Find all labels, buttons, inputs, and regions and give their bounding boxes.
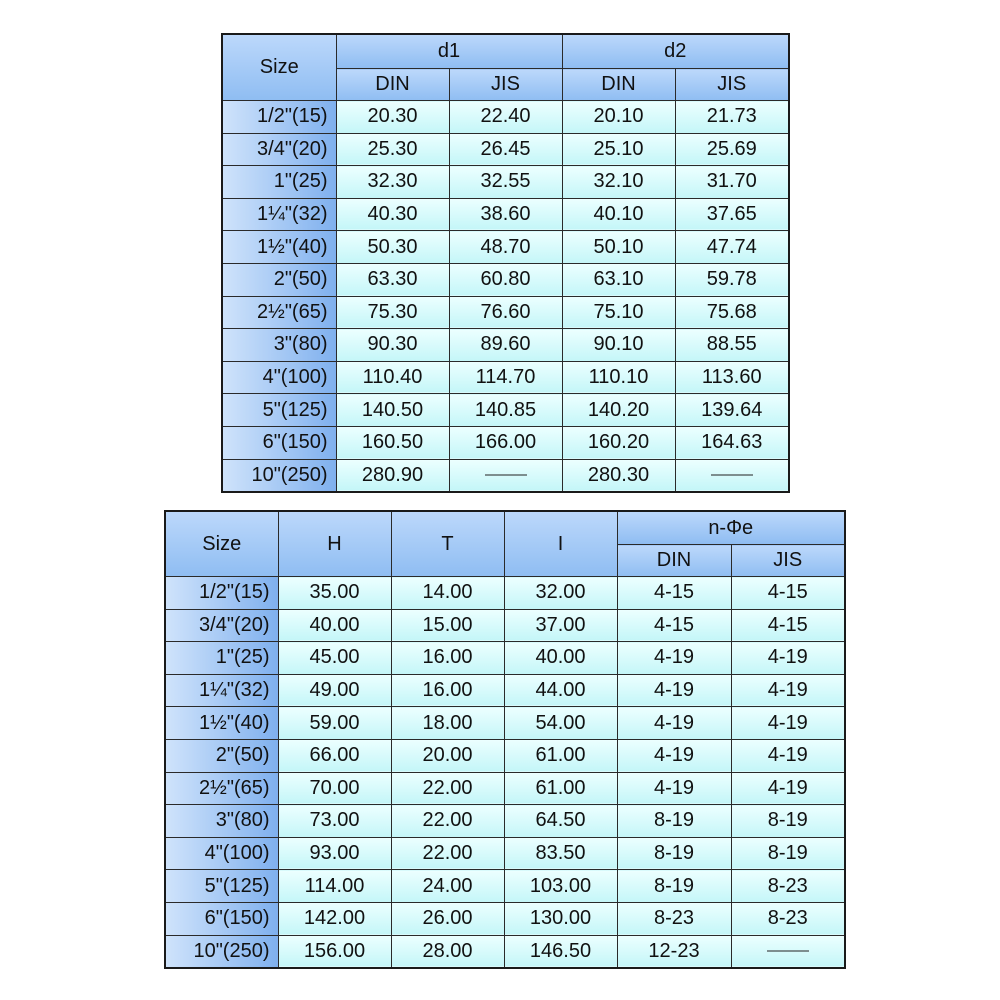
value-cell: 142.00 xyxy=(278,902,391,935)
size-cell: 2½"(65) xyxy=(222,296,336,329)
value-cell: 280.90 xyxy=(336,459,449,492)
value-cell: 40.30 xyxy=(336,198,449,231)
value-cell: 4-19 xyxy=(731,674,845,707)
not-available-dash xyxy=(767,951,809,952)
header-row-1 xyxy=(222,34,789,69)
value-cell: 22.00 xyxy=(391,772,504,805)
table-row xyxy=(222,198,789,231)
value-cell: 4-19 xyxy=(617,772,731,805)
value-cell: 61.00 xyxy=(504,739,617,772)
size-cell: 5"(125) xyxy=(222,394,336,427)
size-cell: 1¼"(32) xyxy=(165,674,278,707)
value-cell: 8-19 xyxy=(617,805,731,838)
value-cell: 4-19 xyxy=(731,707,845,740)
value-cell: 15.00 xyxy=(391,609,504,642)
value-cell: 50.10 xyxy=(562,231,675,264)
size-header: Size xyxy=(165,511,278,577)
table-row xyxy=(222,459,789,492)
value-cell: 40.10 xyxy=(562,198,675,231)
value-cell: 54.00 xyxy=(504,707,617,740)
value-cell: 49.00 xyxy=(278,674,391,707)
value-cell: 50.30 xyxy=(336,231,449,264)
value-cell: 90.30 xyxy=(336,329,449,362)
value-cell xyxy=(449,459,562,492)
value-cell: 75.68 xyxy=(675,296,789,329)
d2-header: d2 xyxy=(562,34,789,69)
value-cell: 37.00 xyxy=(504,609,617,642)
value-cell: 32.55 xyxy=(449,166,562,199)
size-cell: 1/2"(15) xyxy=(165,577,278,610)
value-cell: 38.60 xyxy=(449,198,562,231)
value-cell: 146.50 xyxy=(504,935,617,968)
h-header: H xyxy=(278,511,391,577)
value-cell: 8-19 xyxy=(617,837,731,870)
table-row xyxy=(165,674,845,707)
value-cell: 76.60 xyxy=(449,296,562,329)
table-row xyxy=(222,426,789,459)
value-cell: 31.70 xyxy=(675,166,789,199)
table-row xyxy=(222,133,789,166)
value-cell: 160.50 xyxy=(336,426,449,459)
i-header: I xyxy=(504,511,617,577)
value-cell: 25.30 xyxy=(336,133,449,166)
value-cell: 16.00 xyxy=(391,674,504,707)
value-cell: 110.40 xyxy=(336,361,449,394)
t-header: T xyxy=(391,511,504,577)
value-cell: 63.30 xyxy=(336,263,449,296)
size-cell: 3"(80) xyxy=(222,329,336,362)
d1-din-header: DIN xyxy=(336,69,449,101)
value-cell: 40.00 xyxy=(504,642,617,675)
table-row xyxy=(222,296,789,329)
value-cell: 8-23 xyxy=(731,902,845,935)
size-cell: 3"(80) xyxy=(165,805,278,838)
table-row xyxy=(222,263,789,296)
din-header: DIN xyxy=(617,545,731,577)
value-cell: 37.65 xyxy=(675,198,789,231)
value-cell: 114.70 xyxy=(449,361,562,394)
value-cell: 32.30 xyxy=(336,166,449,199)
value-cell: 22.00 xyxy=(391,837,504,870)
value-cell: 35.00 xyxy=(278,577,391,610)
table-row xyxy=(165,707,845,740)
value-cell: 88.55 xyxy=(675,329,789,362)
flange-diameter-table-body xyxy=(222,34,789,492)
value-cell: 59.78 xyxy=(675,263,789,296)
value-cell: 20.00 xyxy=(391,739,504,772)
table-row xyxy=(222,166,789,199)
value-cell: 89.60 xyxy=(449,329,562,362)
value-cell: 4-19 xyxy=(731,772,845,805)
value-cell: 166.00 xyxy=(449,426,562,459)
value-cell: 4-15 xyxy=(617,577,731,610)
size-cell: 3/4"(20) xyxy=(165,609,278,642)
size-cell: 1½"(40) xyxy=(222,231,336,264)
flange-dimension-table xyxy=(164,510,846,969)
value-cell: 73.00 xyxy=(278,805,391,838)
value-cell: 156.00 xyxy=(278,935,391,968)
table-row xyxy=(165,739,845,772)
value-cell: 12-23 xyxy=(617,935,731,968)
size-cell: 3/4"(20) xyxy=(222,133,336,166)
d2-jis-header: JIS xyxy=(675,69,789,101)
flange-dimension-table-body xyxy=(165,511,845,968)
table-row xyxy=(165,902,845,935)
table-row xyxy=(165,609,845,642)
value-cell: 40.00 xyxy=(278,609,391,642)
value-cell: 47.74 xyxy=(675,231,789,264)
size-cell: 2½"(65) xyxy=(165,772,278,805)
value-cell: 8-23 xyxy=(617,902,731,935)
value-cell: 20.30 xyxy=(336,101,449,134)
value-cell: 32.00 xyxy=(504,577,617,610)
value-cell: 21.73 xyxy=(675,101,789,134)
value-cell: 4-19 xyxy=(617,642,731,675)
value-cell: 25.69 xyxy=(675,133,789,166)
value-cell: 4-19 xyxy=(731,739,845,772)
value-cell: 28.00 xyxy=(391,935,504,968)
not-available-dash xyxy=(711,475,753,476)
value-cell: 8-19 xyxy=(731,805,845,838)
size-cell: 10"(250) xyxy=(222,459,336,492)
value-cell: 18.00 xyxy=(391,707,504,740)
value-cell: 8-19 xyxy=(617,870,731,903)
table-row xyxy=(222,394,789,427)
value-cell: 24.00 xyxy=(391,870,504,903)
table-row xyxy=(222,231,789,264)
not-available-dash xyxy=(485,475,527,476)
value-cell: 4-15 xyxy=(731,577,845,610)
table-row xyxy=(165,577,845,610)
value-cell: 110.10 xyxy=(562,361,675,394)
table-row xyxy=(222,101,789,134)
value-cell: 66.00 xyxy=(278,739,391,772)
value-cell: 8-23 xyxy=(731,870,845,903)
value-cell: 25.10 xyxy=(562,133,675,166)
value-cell: 20.10 xyxy=(562,101,675,134)
size-cell: 2"(50) xyxy=(222,263,336,296)
value-cell: 32.10 xyxy=(562,166,675,199)
value-cell: 130.00 xyxy=(504,902,617,935)
value-cell: 61.00 xyxy=(504,772,617,805)
value-cell: 16.00 xyxy=(391,642,504,675)
value-cell: 22.40 xyxy=(449,101,562,134)
size-cell: 1"(25) xyxy=(165,642,278,675)
size-cell: 1"(25) xyxy=(222,166,336,199)
value-cell: 26.00 xyxy=(391,902,504,935)
size-cell: 1¼"(32) xyxy=(222,198,336,231)
value-cell: 4-19 xyxy=(731,642,845,675)
value-cell: 70.00 xyxy=(278,772,391,805)
table-row xyxy=(165,642,845,675)
value-cell: 59.00 xyxy=(278,707,391,740)
value-cell: 140.50 xyxy=(336,394,449,427)
value-cell: 139.64 xyxy=(675,394,789,427)
value-cell: 75.30 xyxy=(336,296,449,329)
value-cell: 140.20 xyxy=(562,394,675,427)
table-row xyxy=(165,935,845,968)
table-row xyxy=(165,870,845,903)
value-cell: 60.80 xyxy=(449,263,562,296)
value-cell: 140.85 xyxy=(449,394,562,427)
table-row xyxy=(222,361,789,394)
value-cell: 103.00 xyxy=(504,870,617,903)
size-cell: 5"(125) xyxy=(165,870,278,903)
d2-din-header: DIN xyxy=(562,69,675,101)
value-cell: 113.60 xyxy=(675,361,789,394)
value-cell: 93.00 xyxy=(278,837,391,870)
value-cell: 114.00 xyxy=(278,870,391,903)
size-cell: 4"(100) xyxy=(222,361,336,394)
value-cell: 22.00 xyxy=(391,805,504,838)
size-cell: 6"(150) xyxy=(165,902,278,935)
value-cell: 75.10 xyxy=(562,296,675,329)
d1-jis-header: JIS xyxy=(449,69,562,101)
size-cell: 10"(250) xyxy=(165,935,278,968)
value-cell: 63.10 xyxy=(562,263,675,296)
value-cell xyxy=(675,459,789,492)
bolt-holes-header: n-Φe xyxy=(617,511,845,545)
value-cell: 280.30 xyxy=(562,459,675,492)
table-row xyxy=(165,805,845,838)
size-cell: 6"(150) xyxy=(222,426,336,459)
value-cell: 4-15 xyxy=(731,609,845,642)
size-cell: 2"(50) xyxy=(165,739,278,772)
value-cell: 83.50 xyxy=(504,837,617,870)
value-cell: 4-19 xyxy=(617,739,731,772)
d1-header: d1 xyxy=(336,34,562,69)
value-cell: 48.70 xyxy=(449,231,562,264)
value-cell: 44.00 xyxy=(504,674,617,707)
value-cell: 14.00 xyxy=(391,577,504,610)
value-cell: 160.20 xyxy=(562,426,675,459)
value-cell: 26.45 xyxy=(449,133,562,166)
jis-header: JIS xyxy=(731,545,845,577)
table-row xyxy=(222,329,789,362)
table-row xyxy=(165,837,845,870)
size-cell: 1/2"(15) xyxy=(222,101,336,134)
value-cell: 4-15 xyxy=(617,609,731,642)
value-cell: 90.10 xyxy=(562,329,675,362)
header-row-1 xyxy=(165,511,845,545)
size-cell: 4"(100) xyxy=(165,837,278,870)
value-cell: 4-19 xyxy=(617,707,731,740)
value-cell xyxy=(731,935,845,968)
size-cell: 1½"(40) xyxy=(165,707,278,740)
size-header: Size xyxy=(222,34,336,101)
value-cell: 164.63 xyxy=(675,426,789,459)
value-cell: 45.00 xyxy=(278,642,391,675)
value-cell: 8-19 xyxy=(731,837,845,870)
value-cell: 4-19 xyxy=(617,674,731,707)
flange-diameter-table xyxy=(221,33,790,493)
table-row xyxy=(165,772,845,805)
value-cell: 64.50 xyxy=(504,805,617,838)
